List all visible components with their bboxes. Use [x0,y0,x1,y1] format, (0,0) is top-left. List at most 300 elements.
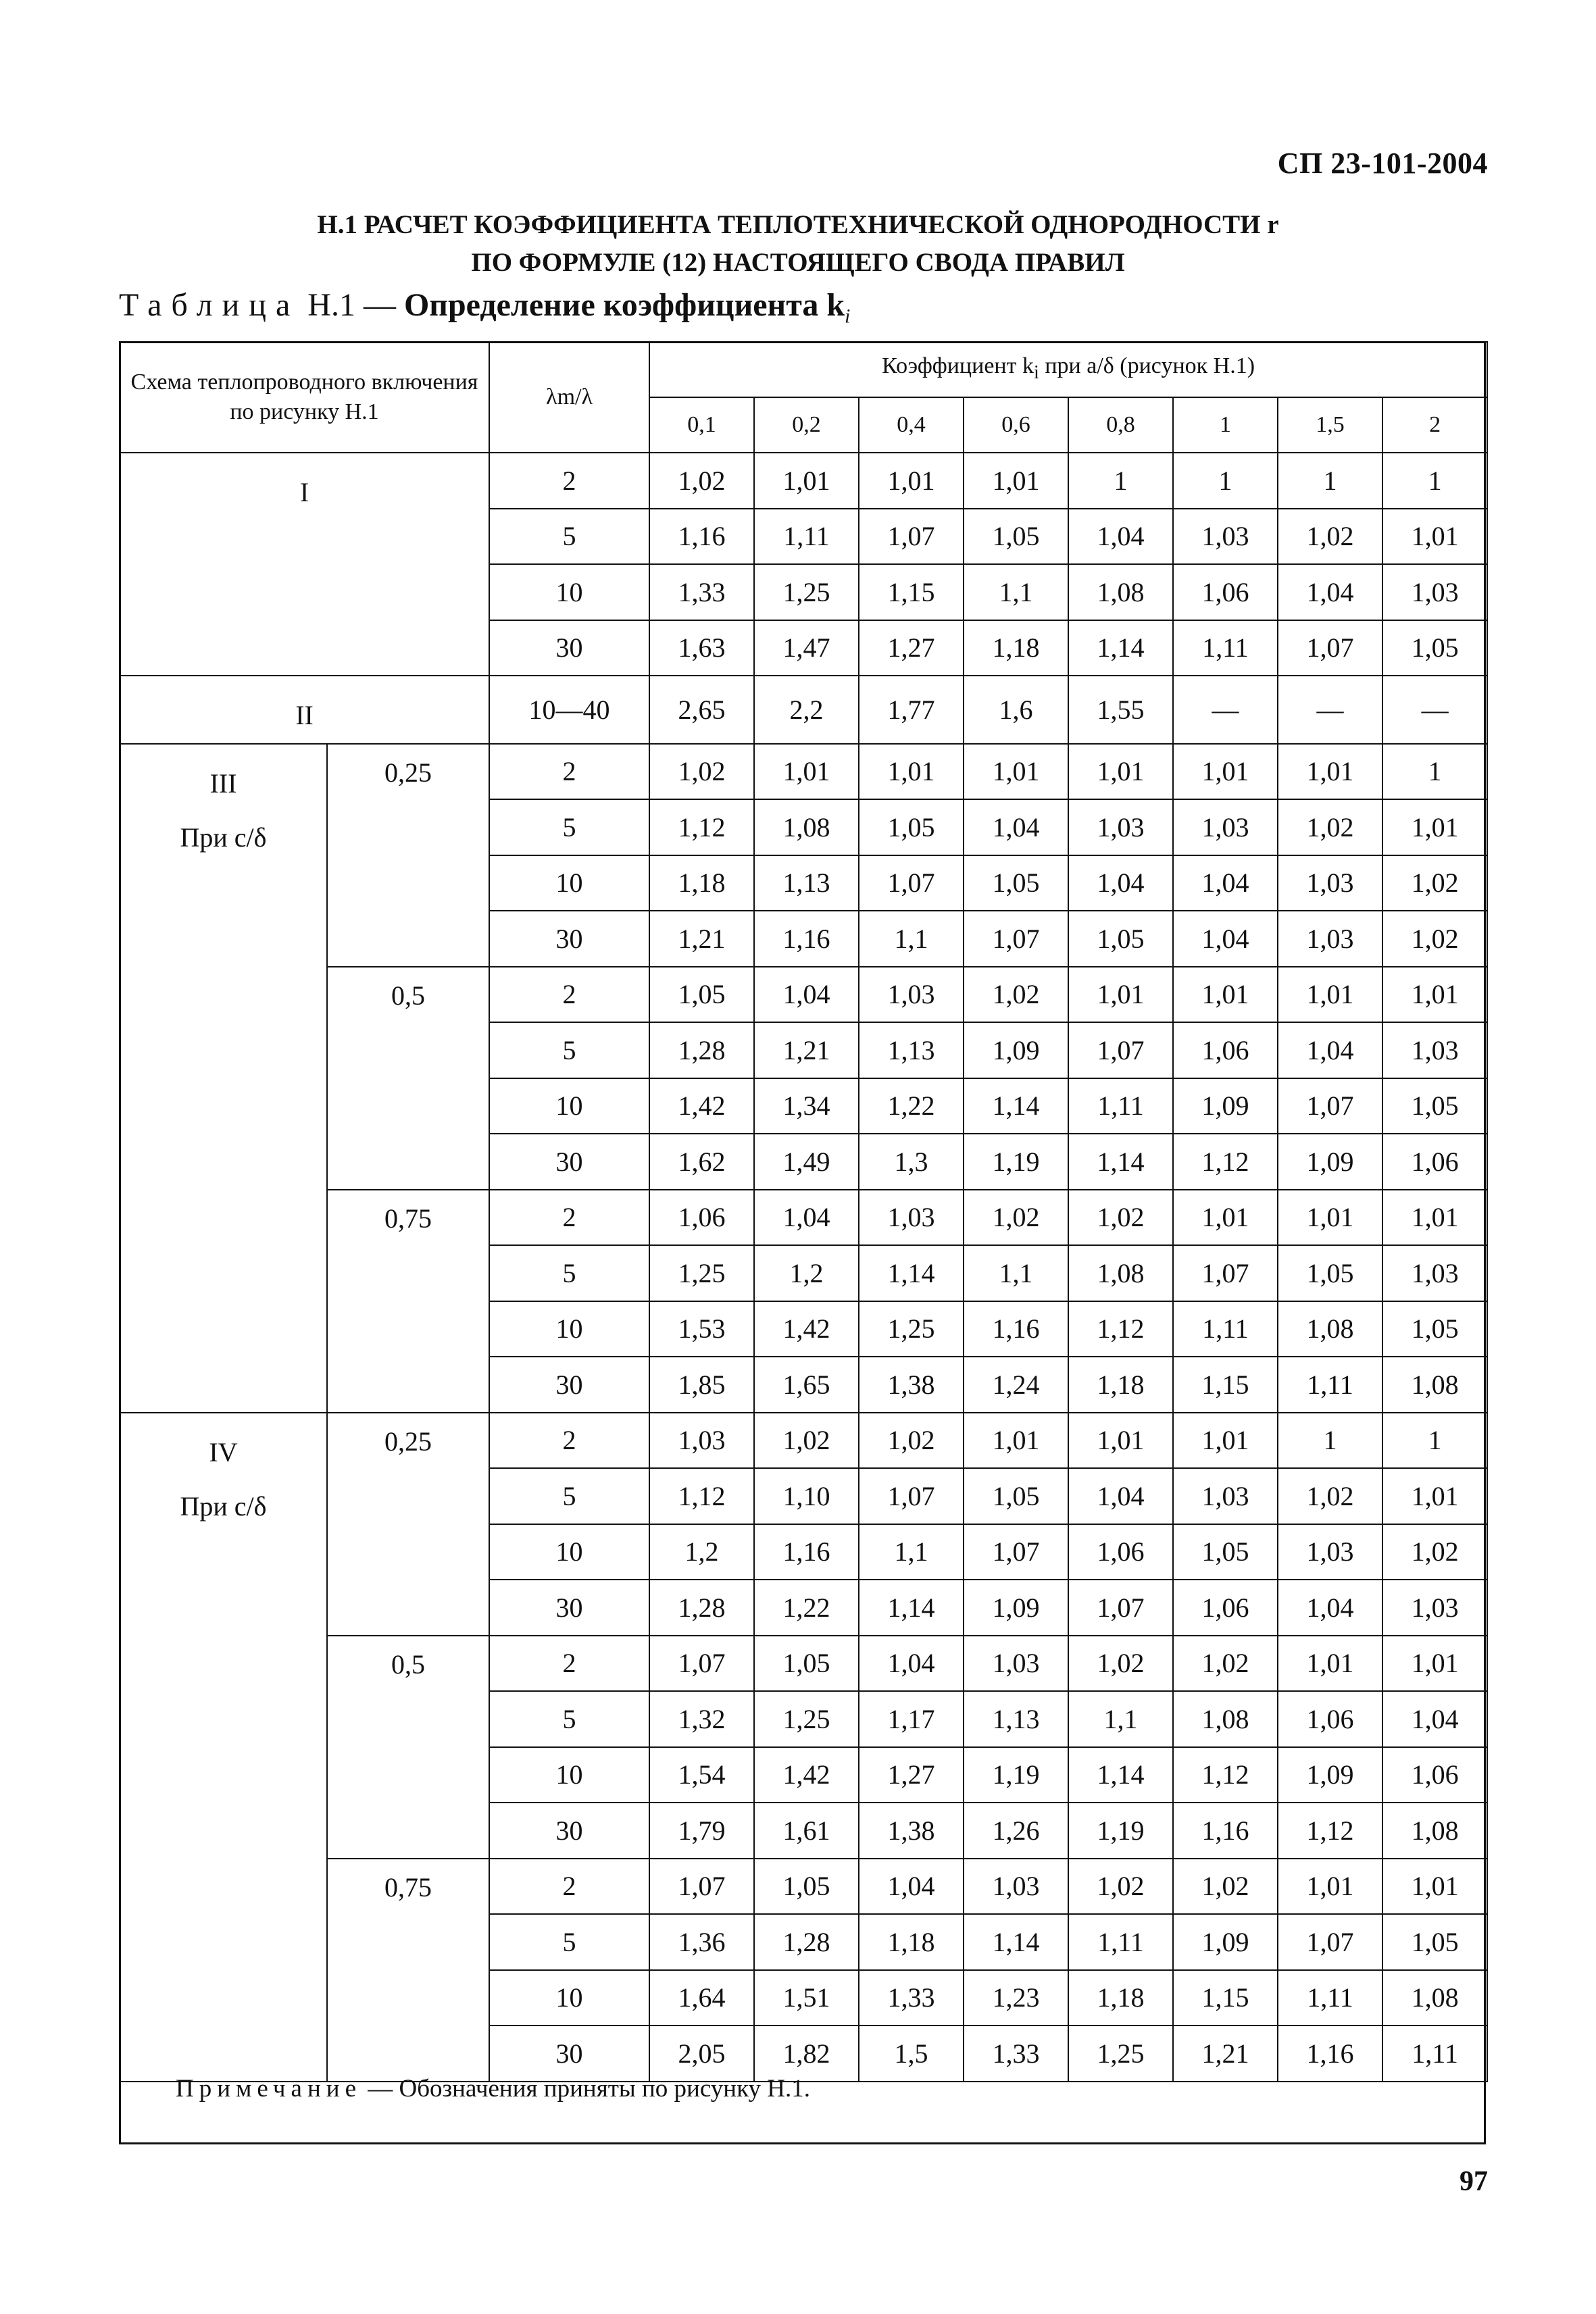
value-cell: 1,19 [964,1134,1068,1190]
lambda-cell: 5 [489,1022,649,1078]
value-cell: 1,01 [1173,744,1278,800]
value-cell: 1,02 [1382,855,1487,911]
value-cell: — [1173,676,1278,744]
value-cell: 1,38 [859,1803,964,1859]
value-cell: 1,27 [859,620,964,676]
value-cell: 1,07 [1278,620,1382,676]
scheme-label-line: I [299,477,309,507]
value-cell: 1,09 [964,1022,1068,1078]
value-cell: 1,85 [649,1357,754,1413]
value-cell: 1,03 [1382,1245,1487,1301]
value-cell: 1,10 [754,1468,859,1524]
value-cell: 1,53 [649,1301,754,1357]
value-cell: 1,03 [1278,855,1382,911]
value-cell: 1,28 [649,1580,754,1636]
value-cell: 1,14 [1068,1747,1173,1803]
header-scheme: Схема теплопроводного включения по рисунку Н.1 [120,342,489,453]
value-cell: 1,02 [859,1413,964,1469]
value-cell: 1,06 [1278,1691,1382,1747]
value-cell: 1,14 [859,1580,964,1636]
value-cell: 1,26 [964,1803,1068,1859]
value-cell: 1,6 [964,676,1068,744]
value-cell: 1,01 [1278,1636,1382,1692]
value-cell: 1,02 [964,1190,1068,1246]
value-cell: 1,02 [1382,911,1487,967]
value-cell: 1,03 [1173,1468,1278,1524]
value-cell: — [1382,676,1487,744]
value-cell: 1,11 [1278,1357,1382,1413]
ratio-cell: 0,75 [327,1859,489,2082]
value-cell: 1,01 [1173,967,1278,1023]
lambda-cell: 10 [489,1078,649,1134]
value-cell: 1 [1382,744,1487,800]
lambda-cell: 30 [489,1134,649,1190]
value-cell: 1,02 [1278,799,1382,855]
value-cell: 1,01 [1382,1468,1487,1524]
value-cell: 1,05 [754,1859,859,1915]
value-cell: 1,08 [754,799,859,855]
value-cell: 1,14 [1068,1134,1173,1190]
value-cell: 1,11 [1068,1914,1173,1970]
document-code: СП 23-101-2004 [1277,147,1488,180]
scheme-label-line: II [295,700,314,730]
value-cell: 1,28 [754,1914,859,1970]
value-cell: 1,17 [859,1691,964,1747]
value-cell: 2,05 [649,2026,754,2082]
value-cell: 1,01 [1382,1859,1487,1915]
value-cell: 1,05 [1382,1914,1487,1970]
lambda-cell: 10 [489,1970,649,2026]
value-cell: 1,04 [1068,1468,1173,1524]
value-cell: 1,06 [1382,1747,1487,1803]
value-cell: 1,01 [964,744,1068,800]
ratio-cell: 0,25 [327,744,489,967]
value-cell: 1,36 [649,1914,754,1970]
value-cell: 1,82 [754,2026,859,2082]
value-cell: 1,28 [649,1022,754,1078]
table-caption [119,286,850,328]
value-cell: 1 [1278,1413,1382,1469]
value-cell: 1,12 [649,1468,754,1524]
value-cell: 1,18 [964,620,1068,676]
value-cell: 1,04 [1278,1580,1382,1636]
value-cell: 1,16 [754,911,859,967]
value-cell: 1,33 [649,564,754,620]
scheme-label-line: IV [209,1436,238,1467]
value-cell: 1,03 [1173,509,1278,565]
scheme-label-line: При c/δ [180,1490,267,1521]
header-column-0: 0,1 [649,397,754,453]
value-cell: 1,09 [1173,1914,1278,1970]
value-cell: 1,21 [1173,2026,1278,2082]
value-cell: 1,65 [754,1357,859,1413]
value-cell: 1,01 [1173,1190,1278,1246]
value-cell: 1,14 [964,1078,1068,1134]
value-cell: 1,03 [1278,1524,1382,1580]
value-cell: 1,38 [859,1357,964,1413]
value-cell: 1,27 [859,1747,964,1803]
value-cell: 1,01 [859,453,964,509]
value-cell: 1,04 [1278,1022,1382,1078]
value-cell: 1,03 [1382,1580,1487,1636]
value-cell: 1,03 [1173,799,1278,855]
lambda-cell: 10 [489,1301,649,1357]
value-cell: 1,64 [649,1970,754,2026]
value-cell: 1,08 [1068,1245,1173,1301]
ratio-cell: 0,5 [327,1636,489,1859]
value-cell: 1,33 [859,1970,964,2026]
lambda-cell: 30 [489,2026,649,2082]
table-row [120,453,1487,509]
lambda-cell: 10 [489,1747,649,1803]
lambda-cell: 10 [489,855,649,911]
value-cell: 1,01 [1278,1859,1382,1915]
table-row [120,744,1487,800]
value-cell: 1,3 [859,1134,964,1190]
value-cell: 1,08 [1382,1803,1487,1859]
value-cell: 1,05 [964,855,1068,911]
value-cell: 1,01 [754,453,859,509]
value-cell: 1,55 [1068,676,1173,744]
value-cell: 1,07 [1173,1245,1278,1301]
page-number: 97 [1460,2166,1488,2197]
value-cell: 1,18 [1068,1970,1173,2026]
value-cell: 1,03 [859,967,964,1023]
value-cell: 1,11 [754,509,859,565]
value-cell: 1,05 [1278,1245,1382,1301]
value-cell: 1,09 [1173,1078,1278,1134]
value-cell: 1,09 [1278,1134,1382,1190]
header-column-2: 0,4 [859,397,964,453]
value-cell: 1,07 [1068,1580,1173,1636]
value-cell: 1,47 [754,620,859,676]
lambda-cell: 30 [489,1803,649,1859]
value-cell: 1,08 [1068,564,1173,620]
value-cell: 1 [1068,453,1173,509]
value-cell: 1,02 [964,967,1068,1023]
value-cell: 1,02 [649,744,754,800]
lambda-cell: 5 [489,1468,649,1524]
section-heading [0,206,1596,282]
table-row [120,1413,1487,1469]
lambda-cell: 30 [489,911,649,967]
value-cell: 1,25 [1068,2026,1173,2082]
value-cell: 1,01 [1068,1413,1173,1469]
value-cell: 1,15 [1173,1970,1278,2026]
value-cell: 1,42 [649,1078,754,1134]
value-cell: 1,12 [649,799,754,855]
value-cell: 1,07 [1068,1022,1173,1078]
scheme-label-line: При c/δ [180,822,267,853]
scheme-cell [120,1413,327,2082]
value-cell: 1,03 [649,1413,754,1469]
value-cell: 1,12 [1173,1747,1278,1803]
value-cell: 1,03 [964,1636,1068,1692]
value-cell: 1,01 [1278,967,1382,1023]
value-cell: 1,16 [754,1524,859,1580]
value-cell: 1,33 [964,2026,1068,2082]
value-cell: 1,03 [1382,1022,1487,1078]
value-cell: 1,32 [649,1691,754,1747]
value-cell: 1,04 [1173,855,1278,911]
lambda-cell: 2 [489,1413,649,1469]
value-cell: 1,07 [649,1859,754,1915]
value-cell: 1,16 [964,1301,1068,1357]
value-cell: 1,06 [1173,1022,1278,1078]
value-cell: 1,54 [649,1747,754,1803]
value-cell: 1,18 [859,1914,964,1970]
value-cell: 1,07 [964,911,1068,967]
value-cell: 1,62 [649,1134,754,1190]
value-cell: 1,07 [1278,1914,1382,1970]
table-row [120,676,1487,744]
header-column-5: 1 [1173,397,1278,453]
lambda-cell: 5 [489,1914,649,1970]
value-cell: 1,12 [1173,1134,1278,1190]
value-cell: 1,11 [1173,620,1278,676]
value-cell: 1 [1173,453,1278,509]
value-cell: 1,05 [964,1468,1068,1524]
ratio-cell: 0,75 [327,1190,489,1413]
lambda-cell: 10—40 [489,676,649,744]
value-cell: 1,08 [1382,1970,1487,2026]
header-coefficient [649,342,1487,397]
header-coefficient-prefix: Коэффициент k [882,353,1034,379]
value-cell: 1,12 [1068,1301,1173,1357]
value-cell: 1,34 [754,1078,859,1134]
value-cell: 1,02 [1068,1636,1173,1692]
table-caption-prefix: Таблица [119,287,300,323]
value-cell: 1,04 [1068,509,1173,565]
lambda-cell: 10 [489,564,649,620]
table-caption-number: Н.1 — [307,287,404,323]
lambda-cell: 30 [489,620,649,676]
value-cell: 1,04 [1382,1691,1487,1747]
value-cell: 1,05 [649,967,754,1023]
value-cell: 1 [1382,1413,1487,1469]
table-note [176,2074,810,2103]
value-cell: 1,04 [754,967,859,1023]
value-cell: 1,21 [649,911,754,967]
value-cell: 1,15 [1173,1357,1278,1413]
value-cell: — [1278,676,1382,744]
value-cell: 1,16 [1173,1803,1278,1859]
value-cell: 1,09 [964,1580,1068,1636]
section-heading-line-2: ПО ФОРМУЛЕ (12) НАСТОЯЩЕГО СВОДА ПРАВИЛ [471,248,1125,277]
value-cell: 1,02 [1278,509,1382,565]
value-cell: 1,01 [964,453,1068,509]
lambda-cell: 5 [489,1691,649,1747]
value-cell: 1,04 [964,799,1068,855]
value-cell: 1,02 [1278,1468,1382,1524]
value-cell: 1,07 [859,509,964,565]
value-cell: 1,07 [964,1524,1068,1580]
scheme-cell [120,676,489,744]
value-cell: 1,13 [859,1022,964,1078]
value-cell: 1,04 [1173,911,1278,967]
value-cell: 1,05 [964,509,1068,565]
lambda-cell: 2 [489,1190,649,1246]
value-cell: 1,02 [754,1413,859,1469]
value-cell: 1,16 [1278,2026,1382,2082]
value-cell: 1,07 [1278,1078,1382,1134]
value-cell: 1,07 [859,1468,964,1524]
value-cell: 1,01 [1173,1413,1278,1469]
value-cell: 1,19 [1068,1803,1173,1859]
value-cell: 1,1 [1068,1691,1173,1747]
value-cell: 1,22 [859,1078,964,1134]
value-cell: 1,01 [1382,1636,1487,1692]
value-cell: 1,03 [1382,564,1487,620]
value-cell: 1,18 [1068,1357,1173,1413]
value-cell: 1,1 [859,1524,964,1580]
value-cell: 1,03 [1278,911,1382,967]
value-cell: 1,77 [859,676,964,744]
header-column-4: 0,8 [1068,397,1173,453]
value-cell: 1,11 [1382,2026,1487,2082]
lambda-cell: 30 [489,1357,649,1413]
value-cell: 1,03 [1068,799,1173,855]
value-cell: 1,42 [754,1301,859,1357]
value-cell: 1,14 [964,1914,1068,1970]
value-cell: 1,1 [964,564,1068,620]
lambda-cell: 10 [489,1524,649,1580]
value-cell: 1,2 [754,1245,859,1301]
value-cell: 1,01 [859,744,964,800]
value-cell: 1,01 [1382,799,1487,855]
value-cell: 1,05 [1382,620,1487,676]
value-cell: 1,11 [1278,1970,1382,2026]
value-cell: 1,01 [1382,1190,1487,1246]
value-cell: 1,14 [1068,620,1173,676]
coefficient-table [119,341,1488,2082]
value-cell: 1,04 [1068,855,1173,911]
lambda-cell: 5 [489,509,649,565]
value-cell: 1,05 [1068,911,1173,967]
value-cell: 1,61 [754,1803,859,1859]
scheme-cell [120,744,327,1413]
value-cell: 1,01 [1278,744,1382,800]
value-cell: 1,03 [964,1859,1068,1915]
lambda-cell: 2 [489,744,649,800]
value-cell: 1,13 [964,1691,1068,1747]
value-cell: 1,22 [754,1580,859,1636]
value-cell: 1,24 [964,1357,1068,1413]
value-cell: 1,05 [754,1636,859,1692]
value-cell: 1,1 [964,1245,1068,1301]
value-cell: 1,01 [1382,509,1487,565]
value-cell: 1,03 [859,1190,964,1246]
value-cell: 1,11 [1173,1301,1278,1357]
header-column-1: 0,2 [754,397,859,453]
scheme-cell [120,453,489,676]
value-cell: 1,09 [1278,1747,1382,1803]
value-cell: 1,04 [1278,564,1382,620]
value-cell: 1,08 [1382,1357,1487,1413]
value-cell: 1,05 [859,799,964,855]
lambda-cell: 2 [489,1636,649,1692]
note-label: Примечание [176,2075,361,2103]
header-column-6: 1,5 [1278,397,1382,453]
value-cell: 1,2 [649,1524,754,1580]
lambda-cell: 5 [489,1245,649,1301]
value-cell: 1,19 [964,1747,1068,1803]
value-cell: 1,79 [649,1803,754,1859]
lambda-cell: 2 [489,967,649,1023]
value-cell: 1,01 [1068,744,1173,800]
value-cell: 1,01 [964,1413,1068,1469]
header-lambda-ratio: λm/λ [489,342,649,453]
ratio-cell: 0,5 [327,967,489,1190]
table-caption-title: Определение коэффициента k [403,287,845,323]
value-cell: 1,06 [1173,1580,1278,1636]
value-cell: 1,14 [859,1245,964,1301]
value-cell: 1,08 [1278,1301,1382,1357]
value-cell: 1,06 [1173,564,1278,620]
value-cell: 1,16 [649,509,754,565]
value-cell: 1,07 [649,1636,754,1692]
value-cell: 1,5 [859,2026,964,2082]
value-cell: 1,08 [1173,1691,1278,1747]
value-cell: 1,06 [1068,1524,1173,1580]
value-cell: 1,05 [1173,1524,1278,1580]
value-cell: 1,05 [1382,1078,1487,1134]
lambda-cell: 30 [489,1580,649,1636]
lambda-cell: 2 [489,1859,649,1915]
value-cell: 1,63 [649,620,754,676]
value-cell: 1,01 [1068,967,1173,1023]
value-cell: 1,11 [1068,1078,1173,1134]
value-cell: 1,02 [1173,1859,1278,1915]
value-cell: 1,25 [754,1691,859,1747]
value-cell: 1,42 [754,1747,859,1803]
value-cell: 2,2 [754,676,859,744]
value-cell: 1,51 [754,1970,859,2026]
value-cell: 1,01 [1382,967,1487,1023]
header-coefficient-subscript: i [1033,361,1039,383]
scheme-label-line: III [209,768,237,799]
value-cell: 1,02 [1382,1524,1487,1580]
header-coefficient-suffix: при a/δ (рисунок Н.1) [1039,353,1255,379]
value-cell: 1,04 [859,1636,964,1692]
value-cell: 1,01 [1278,1190,1382,1246]
value-cell: 1,02 [1068,1190,1173,1246]
ratio-cell: 0,25 [327,1413,489,1636]
section-heading-line-1: Н.1 РАСЧЕТ КОЭФФИЦИЕНТА ТЕПЛОТЕХНИЧЕСКОЙ ОДНОРОДНОСТИ r [317,210,1279,239]
value-cell: 1,01 [754,744,859,800]
value-cell: 1,18 [649,855,754,911]
value-cell: 1,1 [859,911,964,967]
value-cell: 1,06 [1382,1134,1487,1190]
value-cell: 1,25 [754,564,859,620]
value-cell: 1,12 [1278,1803,1382,1859]
value-cell: 1,04 [754,1190,859,1246]
table-caption-subscript: i [845,305,851,328]
note-text: — Обозначения приняты по рисунку Н.1. [361,2075,811,2103]
value-cell: 1,25 [859,1301,964,1357]
value-cell: 1,05 [1382,1301,1487,1357]
value-cell: 1,04 [859,1859,964,1915]
value-cell: 1,07 [859,855,964,911]
value-cell: 1,23 [964,1970,1068,2026]
header-column-3: 0,6 [964,397,1068,453]
value-cell: 1,02 [649,453,754,509]
value-cell: 1,13 [754,855,859,911]
value-cell: 2,65 [649,676,754,744]
value-cell: 1,06 [649,1190,754,1246]
value-cell: 1,02 [1068,1859,1173,1915]
lambda-cell: 5 [489,799,649,855]
